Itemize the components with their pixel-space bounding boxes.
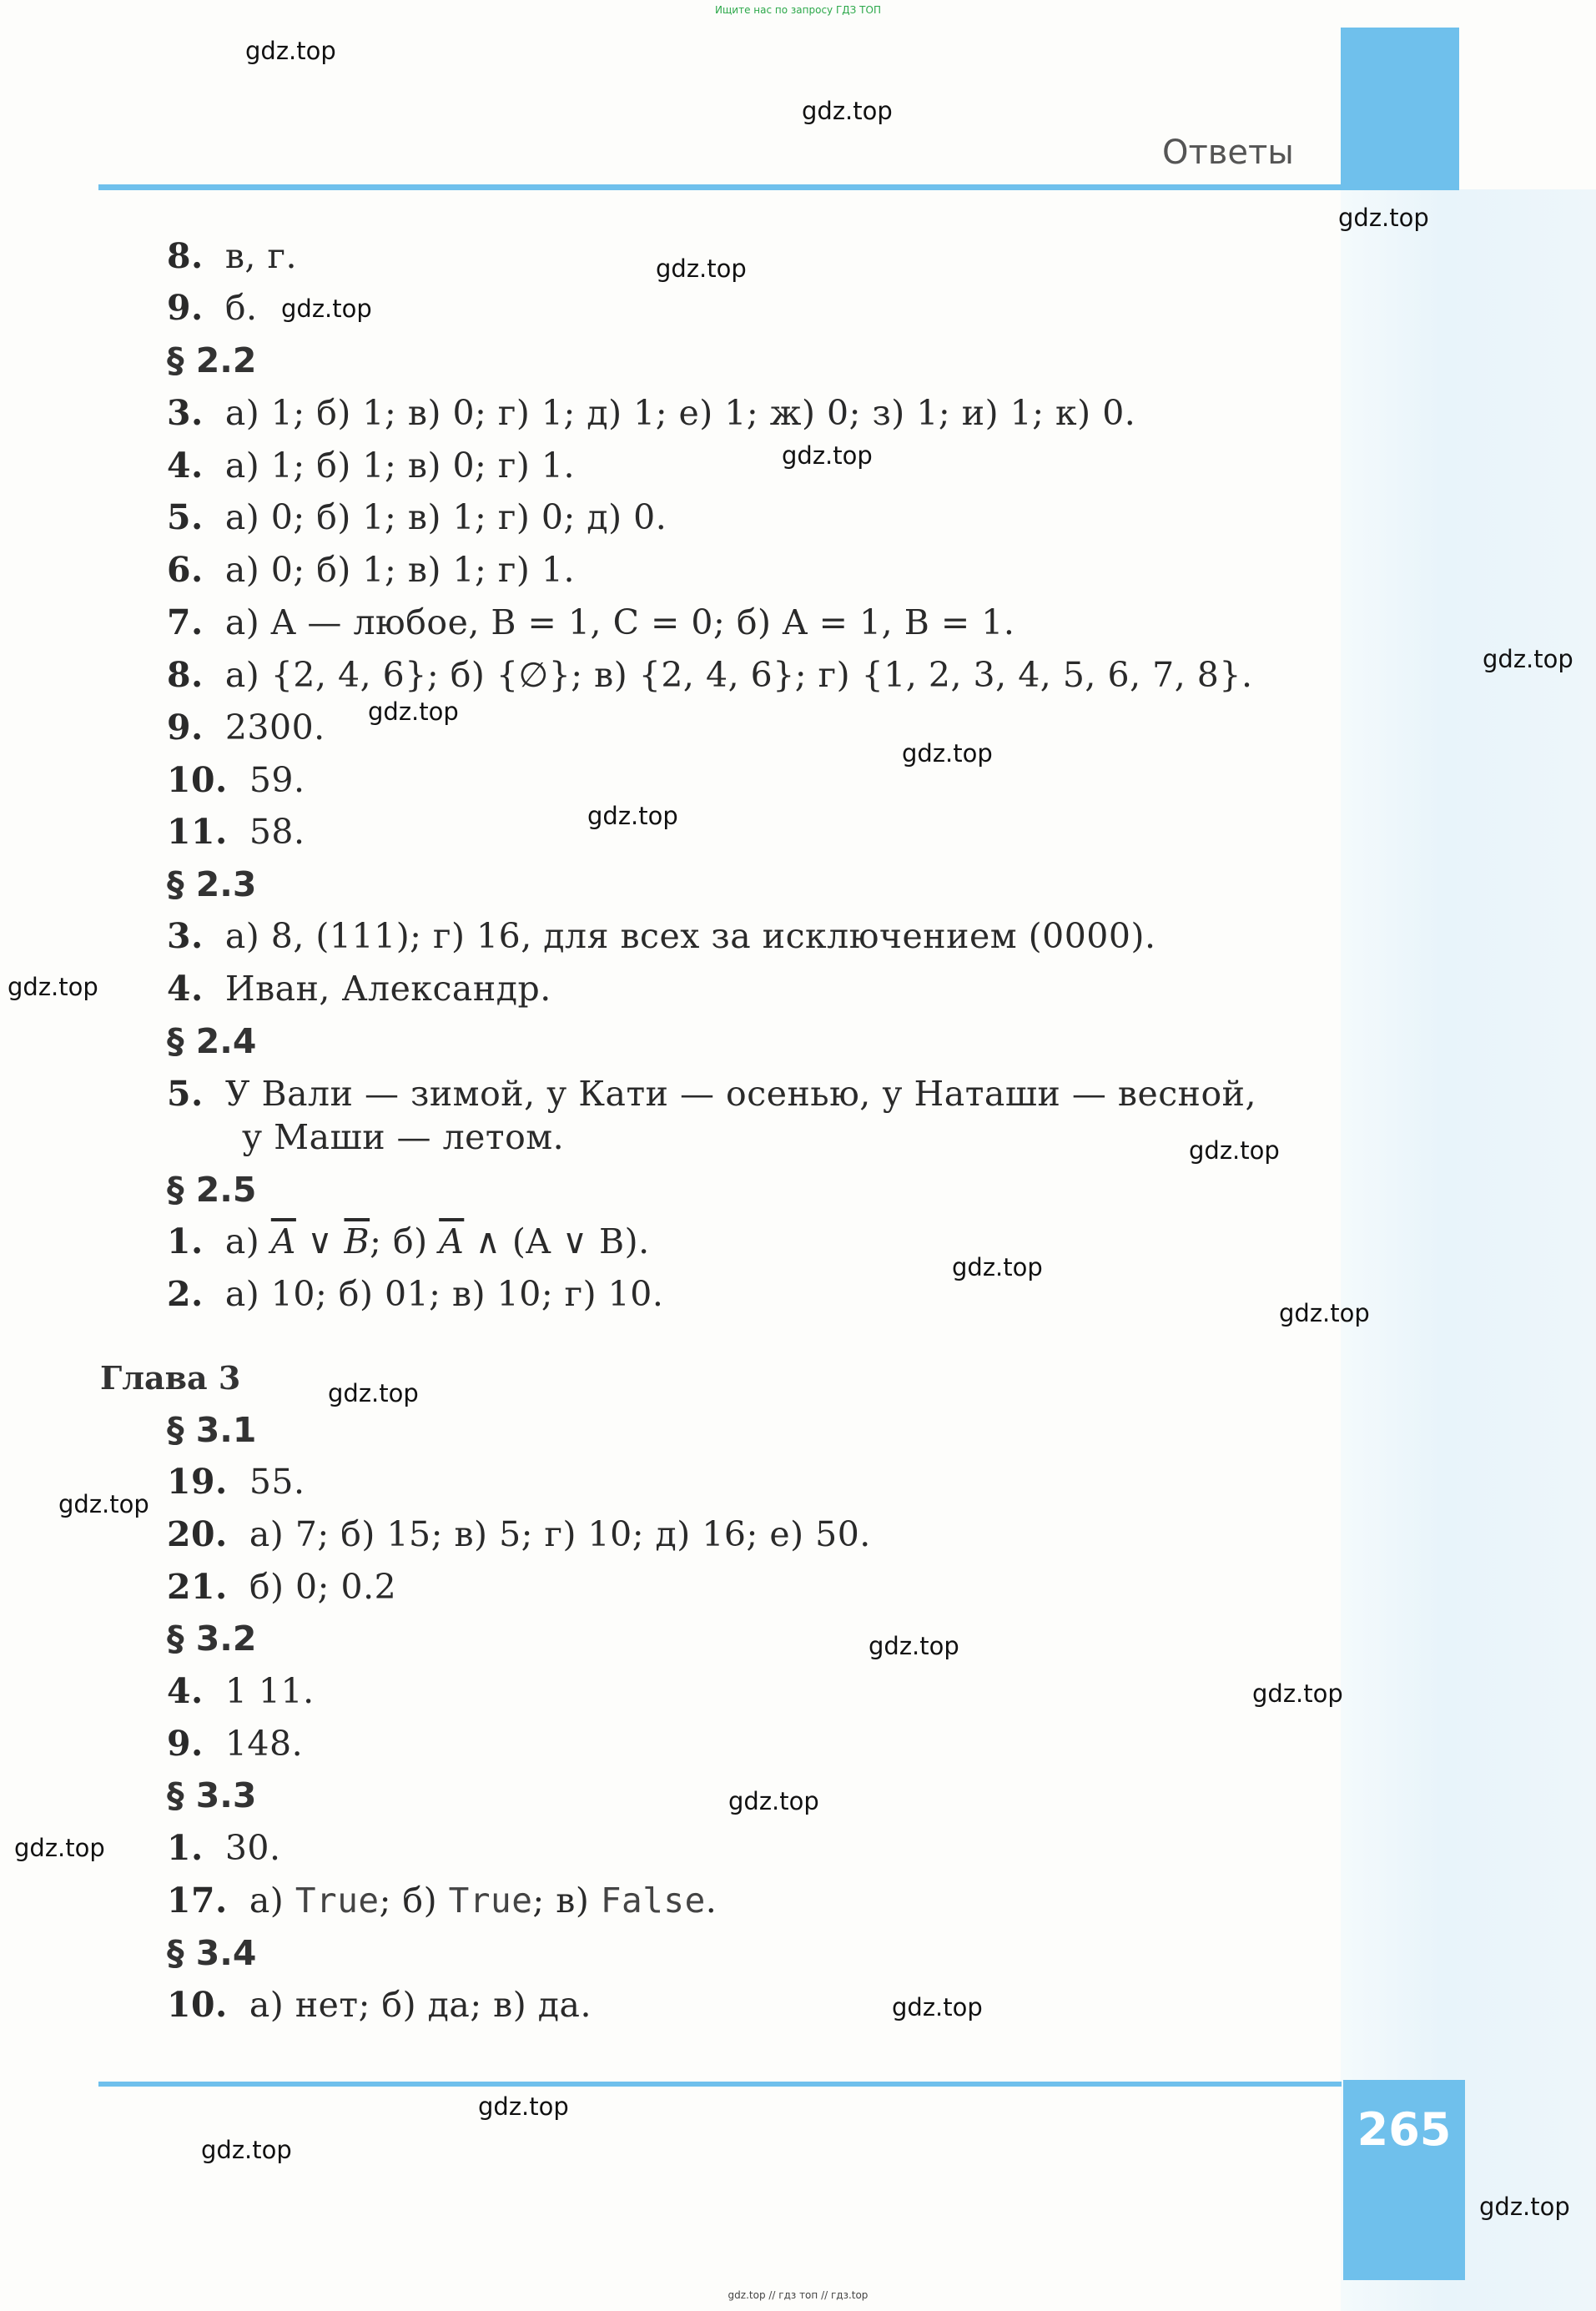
watermark: gdz.top xyxy=(802,97,893,125)
answer-line: 4. а) 1; б) 1; в) 0; г) 1. xyxy=(167,446,576,486)
watermark: gdz.top xyxy=(368,697,459,726)
watermark: gdz.top xyxy=(892,1993,983,2021)
page-number-box xyxy=(1343,2080,1465,2280)
answer-line: 1. 30. xyxy=(167,1828,281,1868)
answer-line: 10. а) нет; б) да; в) да. xyxy=(167,1985,592,2025)
chapter-heading: Глава 3 xyxy=(100,1359,241,1397)
section-heading: § 2.4 xyxy=(167,1021,257,1061)
watermark: gdz.top xyxy=(1189,1136,1280,1165)
answer-line: 6. а) 0; б) 1; в) 1; г) 1. xyxy=(167,550,576,590)
answer-line: 8. в, г. xyxy=(167,236,297,276)
bottom-banner: gdz.top // гдз топ // гдз.top xyxy=(728,2289,868,2301)
watermark: gdz.top xyxy=(1279,1299,1370,1327)
right-margin-band xyxy=(1341,189,1596,2311)
watermark: gdz.top xyxy=(587,802,678,830)
watermark: gdz.top xyxy=(201,2136,292,2164)
answer-line: 2. а) 10; б) 01; в) 10; г) 10. xyxy=(167,1274,664,1314)
answer-line: 3. а) 8, (111); г) 16, для всех за исключением (0000). xyxy=(167,916,1156,956)
section-heading: § 3.2 xyxy=(167,1619,257,1659)
watermark: gdz.top xyxy=(728,1787,819,1815)
section-heading: § 2.2 xyxy=(167,340,257,380)
watermark: gdz.top xyxy=(58,1490,149,1518)
watermark: gdz.top xyxy=(245,37,336,65)
watermark: gdz.top xyxy=(1338,204,1429,232)
answer-line: 7. а) A — любое, B = 1, C = 0; б) A = 1, B = 1. xyxy=(167,602,1015,642)
watermark: gdz.top xyxy=(1252,1679,1343,1708)
page-title: Ответы xyxy=(1162,133,1294,172)
watermark: gdz.top xyxy=(1483,645,1573,673)
answer-line: 4. 1 11. xyxy=(167,1671,315,1711)
watermark: gdz.top xyxy=(656,254,747,283)
watermark: gdz.top xyxy=(478,2092,569,2121)
watermark: gdz.top xyxy=(8,973,98,1001)
section-heading: § 3.1 xyxy=(167,1410,257,1450)
section-heading: § 3.3 xyxy=(167,1775,257,1815)
page-number: 265 xyxy=(1357,2103,1452,2156)
section-heading: § 3.4 xyxy=(167,1933,257,1973)
section-heading: § 2.5 xyxy=(167,1170,257,1210)
answer-line: 10. 59. xyxy=(167,760,305,800)
watermark: gdz.top xyxy=(281,295,372,323)
footer-rule xyxy=(98,2082,1342,2087)
answer-line: 5. а) 0; б) 1; в) 1; г) 0; д) 0. xyxy=(167,497,667,537)
section-heading: § 2.3 xyxy=(167,864,257,904)
answer-line: 21. б) 0; 0.2 xyxy=(167,1567,397,1607)
watermark: gdz.top xyxy=(782,441,873,470)
header-rule xyxy=(98,184,1459,190)
watermark: gdz.top xyxy=(868,1632,959,1660)
answer-line: 9. б. xyxy=(167,288,258,328)
answer-line: 17. а) True; б) True; в) False. xyxy=(167,1881,717,1921)
watermark: gdz.top xyxy=(952,1253,1043,1281)
top-banner: Ищите нас по запросу ГДЗ ТОП xyxy=(715,4,881,16)
watermark: gdz.top xyxy=(902,739,993,768)
answer-line: 9. 2300. xyxy=(167,707,325,748)
answer-line: 5. У Вали — зимой, у Кати — осенью, у Наташи — весной, xyxy=(167,1074,1257,1114)
answer-line: 9. 148. xyxy=(167,1724,304,1764)
answer-line: 4. Иван, Александр. xyxy=(167,969,551,1009)
answer-line: 11. 58. xyxy=(167,812,305,852)
header-tab xyxy=(1341,28,1459,189)
watermark: gdz.top xyxy=(1479,2193,1570,2221)
answer-line: 19. 55. xyxy=(167,1462,305,1502)
answer-line: 8. а) {2, 4, 6}; б) {∅}; в) {2, 4, 6}; г) {1, 2, 3, 4, 5, 6, 7, 8}. xyxy=(167,655,1253,695)
answer-continuation: у Маши — летом. xyxy=(242,1117,565,1157)
answer-line: 1. а) $\overline{A}$ ∨ $\overline{B}$; б) $\overline{A}$ ∧ (A ∨ B). xyxy=(167,1221,650,1261)
watermark: gdz.top xyxy=(328,1379,419,1407)
answer-line: 3. а) 1; б) 1; в) 0; г) 1; д) 1; е) 1; ж) 0; з) 1; и) 1; к) 0. xyxy=(167,393,1136,433)
watermark: gdz.top xyxy=(14,1834,105,1862)
answer-line: 20. а) 7; б) 15; в) 5; г) 10; д) 16; е) 50. xyxy=(167,1514,871,1554)
